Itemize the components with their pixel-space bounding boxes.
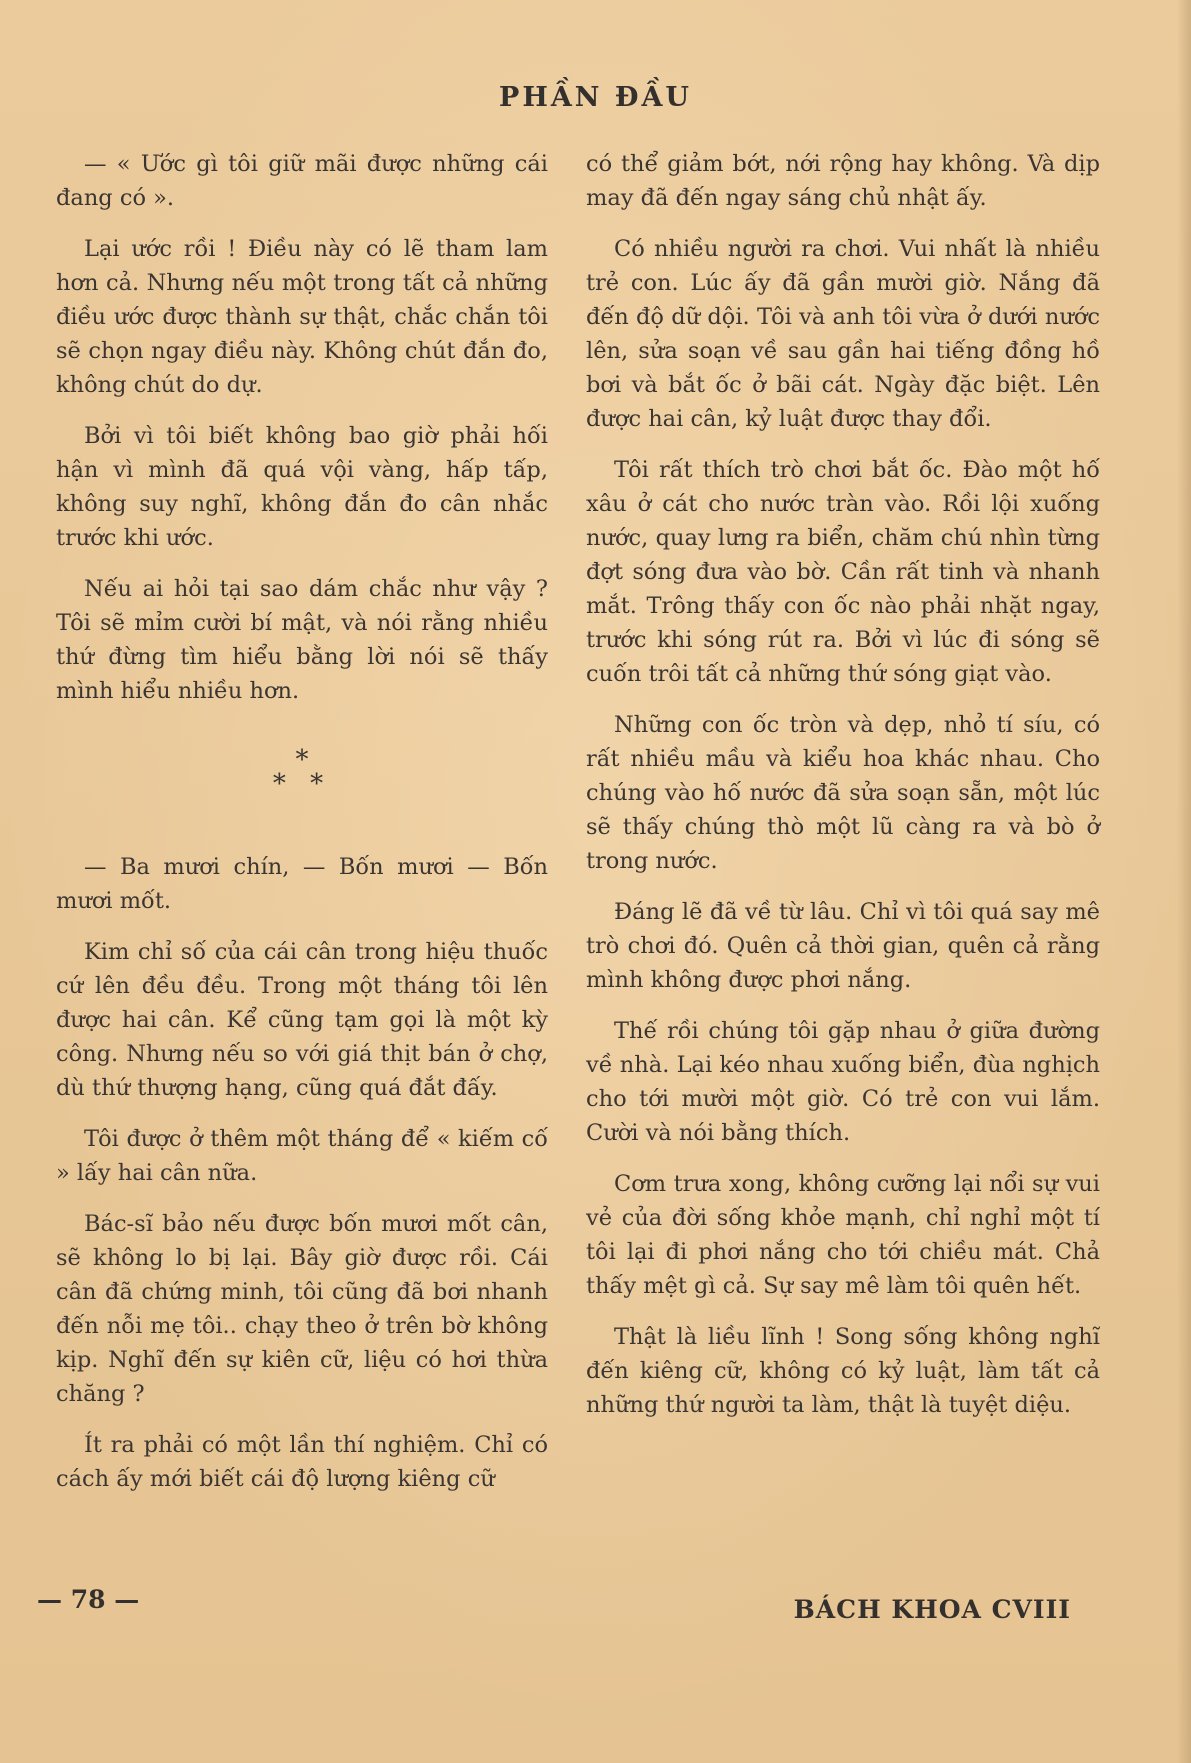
asterism-top: * [295, 745, 309, 775]
right-paragraph: Tôi rất thích trò chơi bắt ốc. Đào một hố xâu ở cát cho nước tràn vào. Rồi lội xuống nước, quay lưng ra biển, chăm chú nhìn từng đợt sóng đưa vào bờ. Cần rất tinh và nhanh mắt. Trông thấy con ốc nào phải nhặt ngay, trước khi sóng rút ra. Bởi vì lúc đi sóng sẽ cuốn trôi tất cả những thứ sóng giạt vào. [586, 457, 1100, 687]
left-paragraph: Ít ra phải có một lần thí nghiệm. Chỉ có cách ấy mới biết cái độ lượng kiêng cữ [56, 1432, 548, 1492]
right-paragraph: Đáng lẽ đã về từ lâu. Chỉ vì tôi quá say mê trò chơi đó. Quên cả thời gian, quên cả rằng mình không được phơi nắng. [586, 899, 1100, 993]
left-paragraph: — « Ước gì tôi giữ mãi được những cái đang có ». [56, 151, 548, 211]
left-paragraph: — Ba mươi chín, — Bốn mươi — Bốn mươi mốt. [56, 854, 548, 914]
right-paragraph: Có nhiều người ra chơi. Vui nhất là nhiều trẻ con. Lúc ấy đã gần mười giờ. Nắng đã đến độ dữ dội. Tôi và anh tôi vừa ở dưới nước lên, sửa soạn về sau gần hai tiếng đồng hồ bơi và bắt ốc ở bãi cát. Ngày đặc biệt. Lên được hai cân, kỷ luật được thay đổi. [586, 236, 1100, 432]
left-paragraph: Bởi vì tôi biết không bao giờ phải hối hận vì mình đã quá vội vàng, hấp tấp, không suy nghĩ, không đắn đo cân nhắc trước khi ước. [56, 423, 548, 551]
left-paragraph: Kim chỉ số của cái cân trong hiệu thuốc cứ lên đều đều. Trong một tháng tôi lên được hai cân. Kể cũng tạm gọi là một kỳ công. Nhưng nếu so với giá thịt bán ở chợ, dù thứ thượng hạng, cũng quá đắt đấy. [56, 939, 548, 1101]
left-paragraph: Bác-sĩ bảo nếu được bốn mươi mốt cân, sẽ không lo bị lại. Bây giờ được rồi. Cái cân đã chứng minh, tôi cũng đã bơi nhanh đến nỗi mẹ tôi.. chạy theo ở trên bờ không kịp. Nghĩ đến sự kiên cữ, liệu có hơi thừa chăng ? [56, 1211, 548, 1407]
left-paragraph: Nếu ai hỏi tại sao dám chắc như vậy ? Tôi sẽ mỉm cười bí mật, và nói rằng nhiều thứ đừng tìm hiểu bằng lời nói sẽ thấy mình hiểu nhiều hơn. [56, 576, 548, 704]
right-column [586, 147, 1100, 1439]
left-paragraph: Tôi được ở thêm một tháng để « kiếm cố » lấy hai cân nữa. [56, 1126, 548, 1186]
section-break-asterism [56, 745, 548, 799]
page-edge-shadow [1177, 0, 1191, 1763]
right-paragraph: Thế rồi chúng tôi gặp nhau ở giữa đường về nhà. Lại kéo nhau xuống biển, đùa nghịch cho tới mười một giờ. Có trẻ con vui lắm. Cười và nói bằng thích. [586, 1018, 1100, 1146]
page-number: — 78 — [37, 1585, 140, 1614]
magazine-issue: BÁCH KHOA CVIII [793, 1595, 1071, 1624]
asterism-bottom: * * [272, 769, 332, 799]
right-paragraph: Những con ốc tròn và dẹp, nhỏ tí síu, có rất nhiều mầu và kiểu hoa khác nhau. Cho chúng vào hố nước đã sửa soạn sẵn, một lúc sẽ thấy chúng thò một lũ càng ra và bò ở trong nước. [586, 712, 1100, 874]
right-paragraph: Cơm trưa xong, không cưỡng lại nổi sự vui vẻ của đời sống khỏe mạnh, chỉ nghỉ một tí tôi lại đi phơi nắng cho tới chiều mát. Chả thấy mệt gì cả. Sự say mê làm tôi quên hết. [586, 1171, 1100, 1299]
left-column [56, 147, 548, 1513]
right-paragraph: có thể giảm bớt, nới rộng hay không. Và dịp may đã đến ngay sáng chủ nhật ấy. [586, 151, 1100, 211]
left-paragraph: Lại ước rồi ! Điều này có lẽ tham lam hơn cả. Nhưng nếu một trong tất cả những điều ước được thành sự thật, chắc chắn tôi sẽ chọn ngay điều này. Không chút đắn đo, không chút do dự. [56, 236, 548, 398]
right-paragraph: Thật là liều lĩnh ! Song sống không nghĩ đến kiêng cữ, không có kỷ luật, làm tất cả những thứ người ta làm, thật là tuyệt diệu. [586, 1324, 1100, 1418]
section-title: PHẦN ĐẦU [499, 82, 692, 113]
